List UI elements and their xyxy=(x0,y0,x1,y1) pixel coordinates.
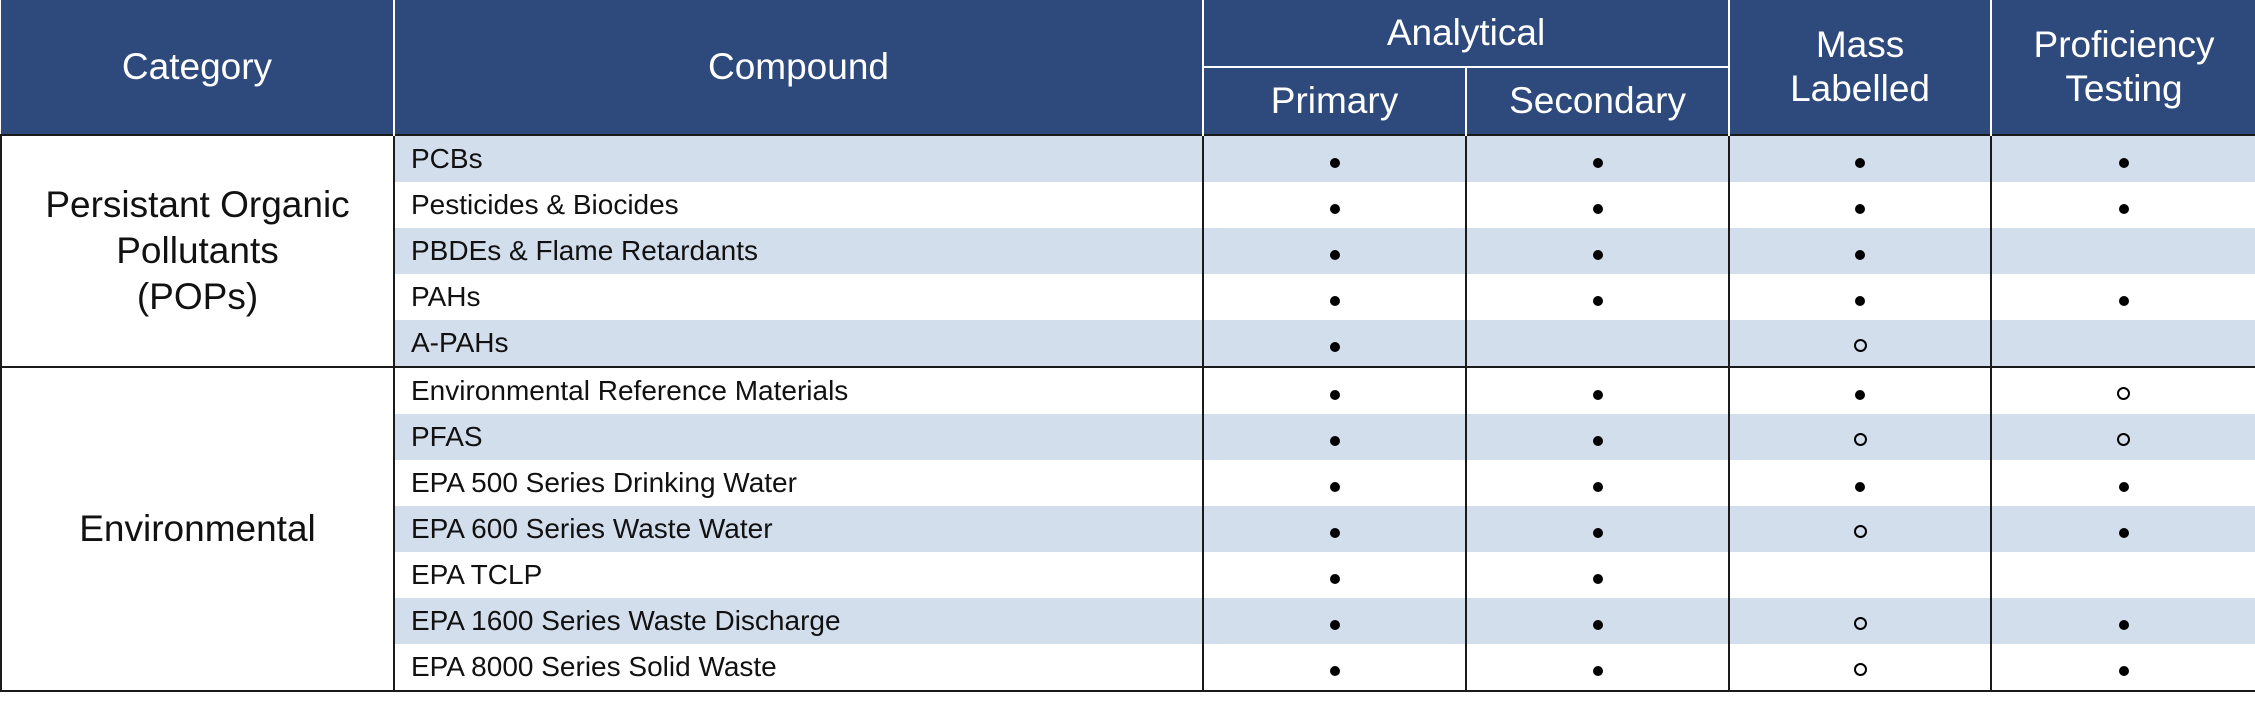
filled-dot-icon xyxy=(1855,204,1865,214)
header-proficiency-line-1: Proficiency xyxy=(2033,24,2215,65)
availability-cell-primary xyxy=(1203,644,1466,691)
availability-cell-mass-labelled xyxy=(1729,274,1991,320)
filled-dot-icon xyxy=(2119,482,2129,492)
availability-cell-secondary xyxy=(1466,274,1729,320)
filled-dot-icon xyxy=(1855,482,1865,492)
filled-dot-icon xyxy=(1593,574,1603,584)
availability-cell-secondary xyxy=(1466,598,1729,644)
availability-cell-primary xyxy=(1203,598,1466,644)
filled-dot-icon xyxy=(2119,296,2129,306)
availability-cell-proficiency-testing xyxy=(1991,320,2255,367)
availability-cell-primary xyxy=(1203,506,1466,552)
availability-cell-secondary xyxy=(1466,320,1729,367)
availability-cell-secondary xyxy=(1466,552,1729,598)
availability-cell-proficiency-testing xyxy=(1991,135,2255,182)
filled-dot-icon xyxy=(1330,528,1340,538)
filled-dot-icon xyxy=(2119,158,2129,168)
filled-dot-icon xyxy=(1593,436,1603,446)
filled-dot-icon xyxy=(1855,390,1865,400)
availability-cell-secondary xyxy=(1466,228,1729,274)
filled-dot-icon xyxy=(1330,390,1340,400)
filled-dot-icon xyxy=(1330,666,1340,676)
availability-cell-primary xyxy=(1203,274,1466,320)
compound-name: PCBs xyxy=(394,135,1203,182)
filled-dot-icon xyxy=(2119,204,2129,214)
compound-name: EPA 8000 Series Solid Waste xyxy=(394,644,1203,691)
availability-cell-primary xyxy=(1203,367,1466,414)
header-proficiency-testing xyxy=(1991,0,2255,135)
header-secondary: Secondary xyxy=(1466,67,1729,135)
compound-name: PAHs xyxy=(394,274,1203,320)
header-compound: Compound xyxy=(394,0,1203,135)
filled-dot-icon xyxy=(1593,296,1603,306)
compound-name: PBDEs & Flame Retardants xyxy=(394,228,1203,274)
header-mass-labelled xyxy=(1729,0,1991,135)
filled-dot-icon xyxy=(2119,528,2129,538)
compound-name: PFAS xyxy=(394,414,1203,460)
category-cell xyxy=(1,135,394,367)
filled-dot-icon xyxy=(1593,390,1603,400)
open-circle-icon xyxy=(1854,617,1867,630)
compound-name: EPA 500 Series Drinking Water xyxy=(394,460,1203,506)
table-row xyxy=(1,367,2255,414)
availability-cell-mass-labelled xyxy=(1729,182,1991,228)
filled-dot-icon xyxy=(1330,204,1340,214)
filled-dot-icon xyxy=(1593,620,1603,630)
compound-name: EPA 1600 Series Waste Discharge xyxy=(394,598,1203,644)
compound-name: EPA TCLP xyxy=(394,552,1203,598)
filled-dot-icon xyxy=(1855,250,1865,260)
availability-cell-mass-labelled xyxy=(1729,135,1991,182)
header-analytical: Analytical xyxy=(1203,0,1729,67)
category-label-line: Pollutants xyxy=(116,230,279,271)
compound-name: EPA 600 Series Waste Water xyxy=(394,506,1203,552)
filled-dot-icon xyxy=(1593,666,1603,676)
category-label-line: Persistant Organic xyxy=(45,184,350,225)
filled-dot-icon xyxy=(1593,482,1603,492)
availability-cell-mass-labelled xyxy=(1729,460,1991,506)
open-circle-icon xyxy=(1854,663,1867,676)
filled-dot-icon xyxy=(1330,482,1340,492)
availability-cell-primary xyxy=(1203,460,1466,506)
category-cell xyxy=(1,367,394,691)
availability-cell-proficiency-testing xyxy=(1991,552,2255,598)
availability-cell-secondary xyxy=(1466,460,1729,506)
availability-cell-primary xyxy=(1203,552,1466,598)
availability-cell-mass-labelled xyxy=(1729,367,1991,414)
availability-cell-proficiency-testing xyxy=(1991,460,2255,506)
compound-name: Environmental Reference Materials xyxy=(394,367,1203,414)
open-circle-icon xyxy=(2117,387,2130,400)
table-row xyxy=(1,135,2255,182)
availability-cell-mass-labelled xyxy=(1729,228,1991,274)
availability-cell-primary xyxy=(1203,228,1466,274)
availability-cell-secondary xyxy=(1466,644,1729,691)
filled-dot-icon xyxy=(2119,620,2129,630)
availability-cell-primary xyxy=(1203,135,1466,182)
category-label-line: (POPs) xyxy=(136,276,259,317)
filled-dot-icon xyxy=(1593,250,1603,260)
header-mass-labelled-line-2: Labelled xyxy=(1790,68,1930,109)
filled-dot-icon xyxy=(1330,158,1340,168)
filled-dot-icon xyxy=(1330,296,1340,306)
table-body xyxy=(1,135,2255,691)
availability-cell-mass-labelled xyxy=(1729,506,1991,552)
open-circle-icon xyxy=(1854,525,1867,538)
header-category: Category xyxy=(1,0,394,135)
availability-cell-primary xyxy=(1203,320,1466,367)
filled-dot-icon xyxy=(1593,158,1603,168)
filled-dot-icon xyxy=(1330,574,1340,584)
availability-cell-mass-labelled xyxy=(1729,320,1991,367)
filled-dot-icon xyxy=(1330,436,1340,446)
availability-cell-mass-labelled xyxy=(1729,552,1991,598)
availability-cell-secondary xyxy=(1466,506,1729,552)
filled-dot-icon xyxy=(1855,158,1865,168)
availability-cell-proficiency-testing xyxy=(1991,182,2255,228)
availability-cell-proficiency-testing xyxy=(1991,274,2255,320)
filled-dot-icon xyxy=(1330,342,1340,352)
availability-cell-secondary xyxy=(1466,414,1729,460)
availability-cell-mass-labelled xyxy=(1729,598,1991,644)
open-circle-icon xyxy=(1854,433,1867,446)
availability-cell-proficiency-testing xyxy=(1991,367,2255,414)
availability-cell-mass-labelled xyxy=(1729,414,1991,460)
category-label-line: Environmental xyxy=(79,508,316,549)
availability-cell-proficiency-testing xyxy=(1991,414,2255,460)
header-mass-labelled-line-1: Mass xyxy=(1815,24,1905,65)
header-proficiency-line-2: Testing xyxy=(2065,68,2183,109)
filled-dot-icon xyxy=(1330,250,1340,260)
open-circle-icon xyxy=(2117,433,2130,446)
filled-dot-icon xyxy=(1593,528,1603,538)
filled-dot-icon xyxy=(1855,296,1865,306)
availability-cell-secondary xyxy=(1466,367,1729,414)
availability-cell-primary xyxy=(1203,414,1466,460)
availability-cell-proficiency-testing xyxy=(1991,644,2255,691)
compound-name: A-PAHs xyxy=(394,320,1203,367)
open-circle-icon xyxy=(1854,339,1867,352)
availability-cell-proficiency-testing xyxy=(1991,228,2255,274)
filled-dot-icon xyxy=(1330,620,1340,630)
table-header xyxy=(1,0,2255,135)
availability-cell-secondary xyxy=(1466,135,1729,182)
compound-name: Pesticides & Biocides xyxy=(394,182,1203,228)
filled-dot-icon xyxy=(1593,204,1603,214)
availability-cell-proficiency-testing xyxy=(1991,506,2255,552)
header-primary: Primary xyxy=(1203,67,1466,135)
availability-cell-primary xyxy=(1203,182,1466,228)
availability-cell-secondary xyxy=(1466,182,1729,228)
availability-cell-proficiency-testing xyxy=(1991,598,2255,644)
filled-dot-icon xyxy=(2119,666,2129,676)
availability-cell-mass-labelled xyxy=(1729,644,1991,691)
